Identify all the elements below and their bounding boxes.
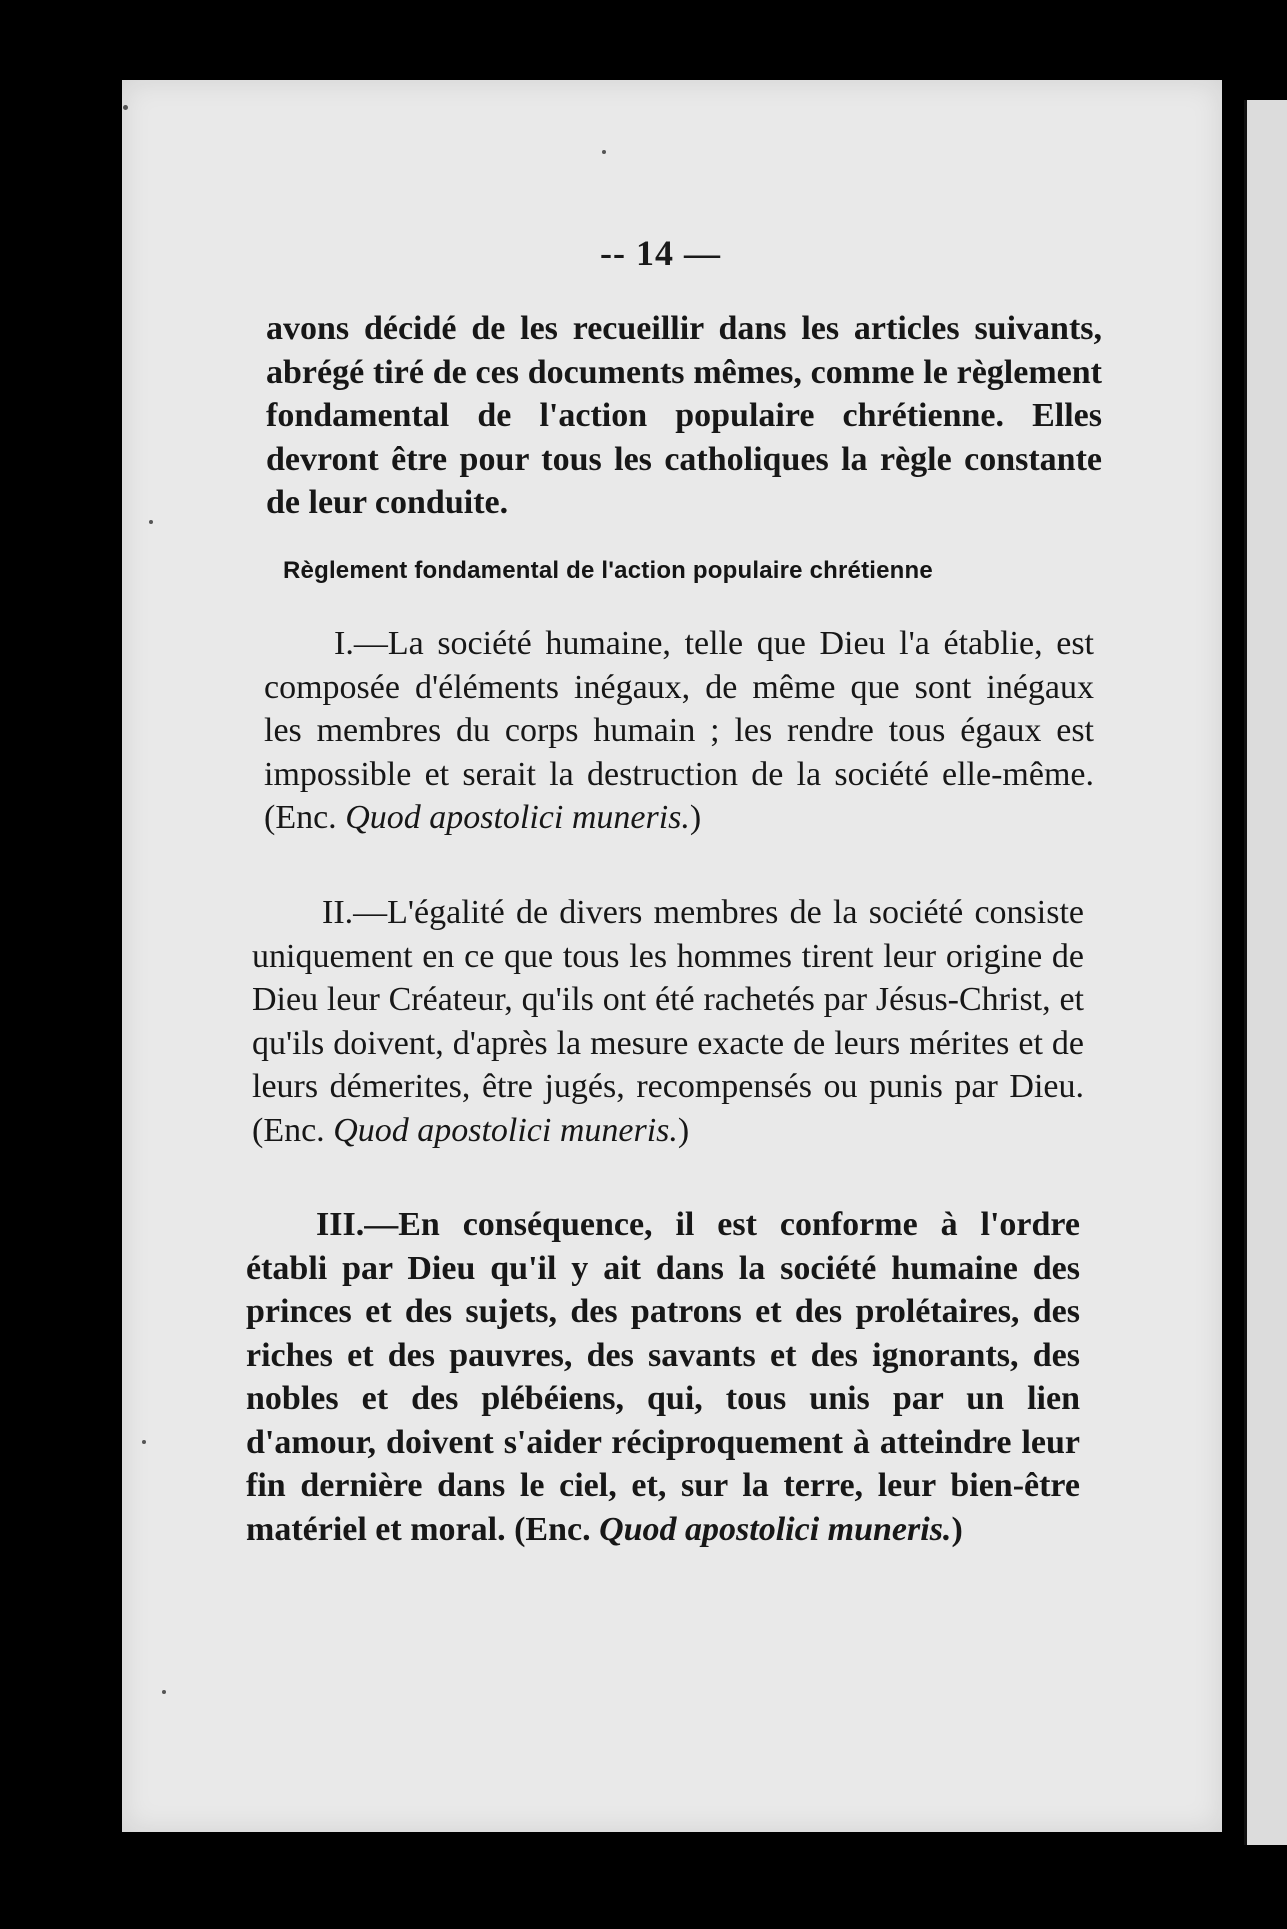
article-text: —L'égalité de divers membres de la société consiste uniquement en ce que tous les hommes tirent leur origine de Dieu leur Créateur, qu'ils ont été rachetés par Jésus-Christ, et qu'ils doivent, d'après la mesure exacte de leurs mérites et de leurs démerites, être jugés, recompensés ou punis par Dieu. (Enc. bbox=[252, 894, 1084, 1149]
article-text: —En conséquence, il est conforme à l'ordre établi par Dieu qu'il y ait dans la société humaine des princes et des sujets, des patrons et des prolétaires, des riches et des pauvres, des savants et des ignorants, des nobles et des plébéiens, qui, tous unis par un lien d'amour, doivent s'aider réciproquement à atteindre leur fin dernière dans le ciel, et, sur la terre, leur bien-être matériel et moral. (Enc. bbox=[246, 1206, 1080, 1548]
article-close: ) bbox=[677, 1111, 690, 1149]
intro-text: avons décidé de les recueillir dans les articles suivants, abrégé tiré de ces documents mêmes, comme le règlement fondamental de l'action populaire chrétienne. Elles devront être pour tous les catholiques la règle constante de leur conduite. bbox=[266, 310, 1102, 521]
article-citation: Quod apostolici muneris. bbox=[599, 1510, 952, 1548]
page-number: -- 14 — bbox=[600, 233, 721, 273]
article-close: ) bbox=[951, 1510, 963, 1548]
article-1 bbox=[264, 622, 1094, 840]
speck bbox=[602, 150, 606, 154]
speck bbox=[142, 1440, 146, 1444]
article-2 bbox=[252, 891, 1084, 1152]
adjacent-page-edge bbox=[1244, 100, 1287, 1845]
article-text: —La société humaine, telle que Dieu l'a établie, est composée d'éléments inégaux, de même que sont inégaux les membres du corps humain ; les rendre tous égaux est impossible et serait la destruction de la société elle-même. (Enc. bbox=[264, 625, 1094, 836]
article-citation: Quod apostolici muneris. bbox=[345, 799, 690, 836]
intro-paragraph bbox=[266, 307, 1102, 525]
article-3 bbox=[246, 1203, 1080, 1551]
article-label: I. bbox=[334, 625, 354, 662]
article-close: ) bbox=[689, 799, 702, 836]
speck bbox=[123, 105, 128, 110]
speck bbox=[149, 520, 153, 524]
speck bbox=[162, 1690, 166, 1694]
article-label: II. bbox=[322, 894, 354, 931]
article-label: III. bbox=[316, 1206, 365, 1243]
section-heading: Règlement fondamental de l'action populaire chrétienne bbox=[283, 557, 933, 584]
article-citation: Quod apostolici muneris. bbox=[333, 1111, 678, 1149]
